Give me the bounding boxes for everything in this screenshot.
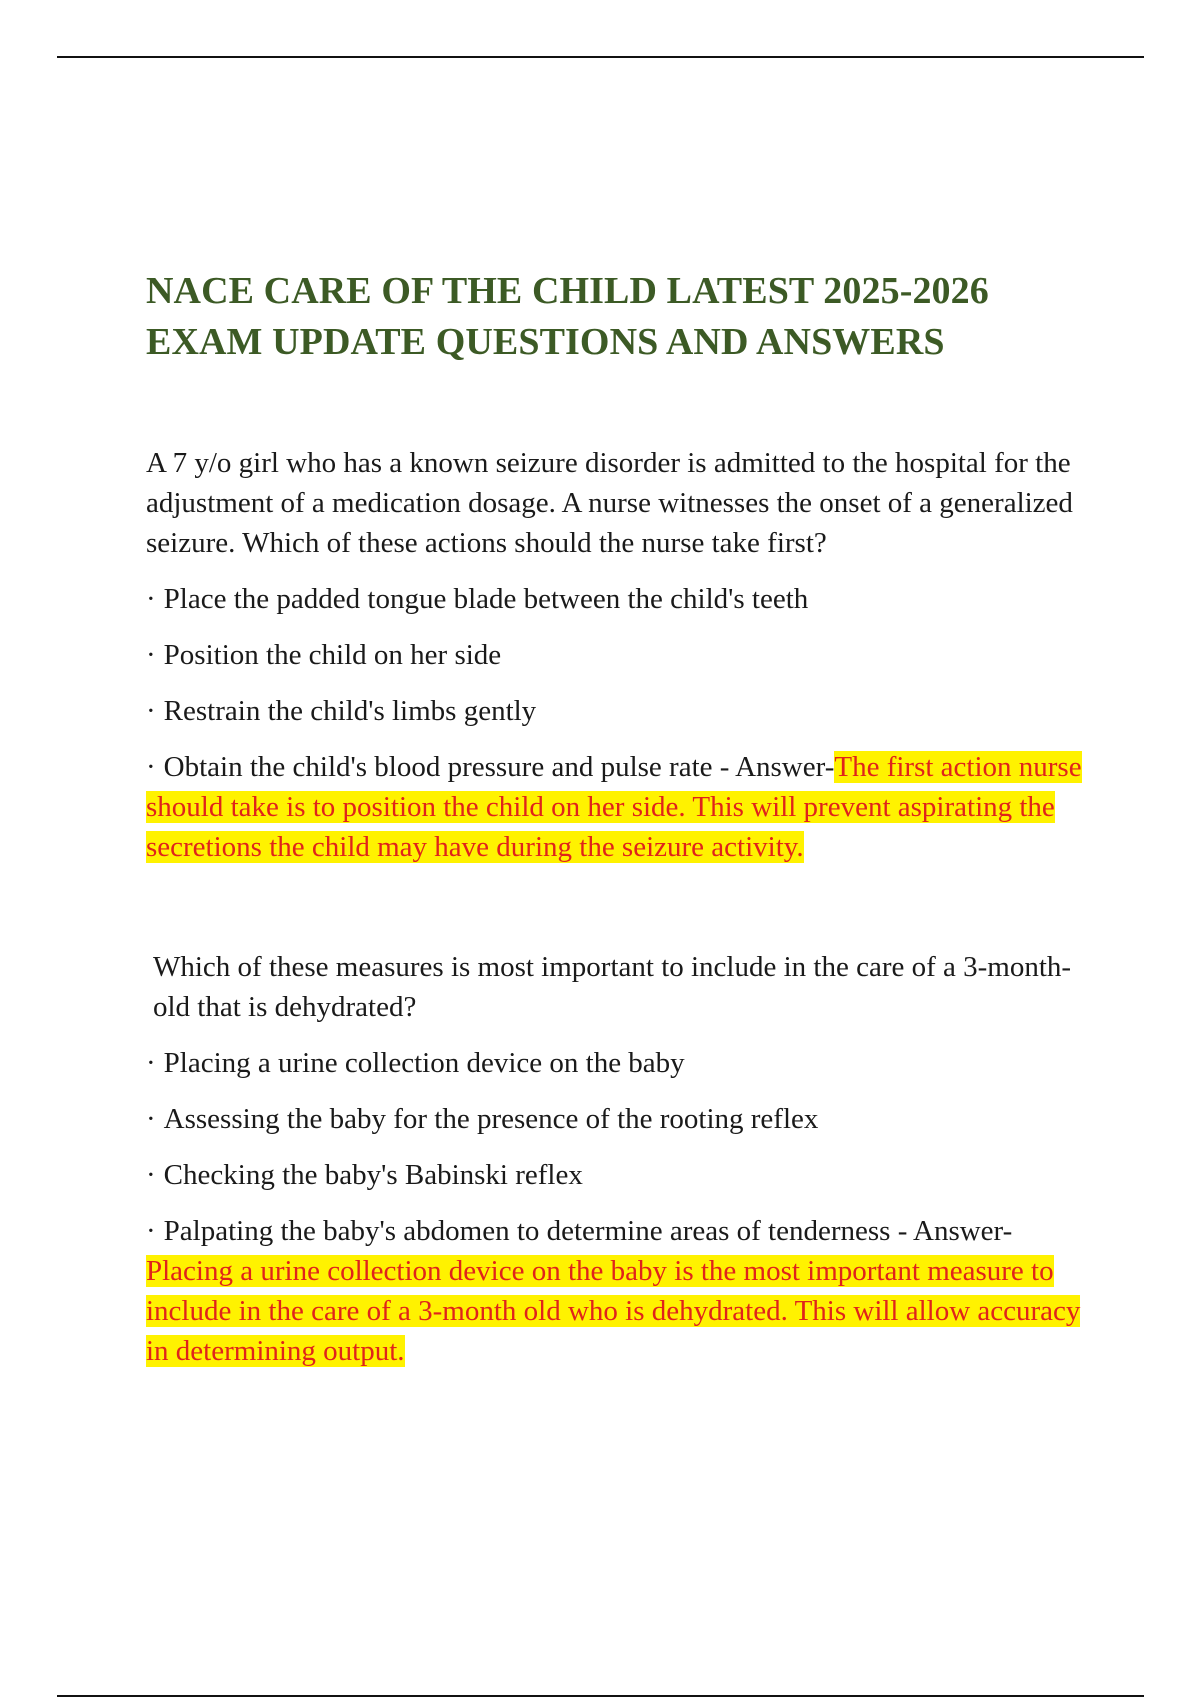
list-item: · Position the child on her side <box>146 639 502 671</box>
bullet-icon: · <box>146 1047 156 1079</box>
bullet-icon: · <box>146 751 156 783</box>
answer-label: - Answer- <box>890 1215 1013 1247</box>
bullet-icon: · <box>146 1103 156 1135</box>
bottom-rule <box>57 1695 1144 1697</box>
bullet-icon: · <box>146 1215 156 1247</box>
question-2-text: Which of these measures is most important to include in the care of a 3-month-old that is dehydrated? <box>153 951 1072 1023</box>
list-item: · Restrain the child's limbs gently <box>146 695 537 727</box>
list-item: · Checking the baby's Babinski reflex <box>146 1159 583 1191</box>
question-1-text: A 7 y/o girl who has a known seizure disorder is admitted to the hospital for the adjustment of a medication dosage. A nurse witnesses the onset of a generalized seizure. Which of these actions should the nurse take first? <box>146 447 1073 559</box>
list-item: · Obtain the child's blood pressure and pulse rate - Answer-The first action nurse should take is to position the child on her side. This will prevent aspirating the secretions the child may have during the seizure activity. <box>146 751 1082 863</box>
list-item: · Assessing the baby for the presence of the rooting reflex <box>146 1103 819 1135</box>
bullet-icon: · <box>146 639 156 671</box>
answer-label: - Answer- <box>712 751 835 783</box>
bullet-icon: · <box>146 695 156 727</box>
answer-highlight: The first action nurse should take is to position the child on her side. This will prevent aspirating the secretions the child may have during the seizure activity. <box>146 751 1082 863</box>
page-title: NACE CARE OF THE CHILD LATEST 2025-2026 EXAM UPDATE QUESTIONS AND ANSWERS <box>146 270 989 363</box>
bullet-icon: · <box>146 1159 156 1191</box>
list-item: · Place the padded tongue blade between the child's teeth <box>146 583 809 615</box>
list-item: · Placing a urine collection device on the baby <box>146 1047 685 1079</box>
top-rule <box>57 56 1144 58</box>
answer-highlight: Placing a urine collection device on the baby is the most important measure to include in the care of a 3-month old who is dehydrated. This will allow accuracy in determining output. <box>146 1255 1081 1367</box>
document-body <box>146 266 1086 1371</box>
question-1-options <box>146 579 1086 867</box>
question-2-options <box>146 1043 1086 1371</box>
list-item: · Palpating the baby's abdomen to determine areas of tenderness - Answer-Placing a urine collection device on the baby is the most important measure to include in the care of a 3-month old who is dehydrated. This will allow accuracy in determining output. <box>146 1215 1081 1367</box>
bullet-icon: · <box>146 583 156 615</box>
